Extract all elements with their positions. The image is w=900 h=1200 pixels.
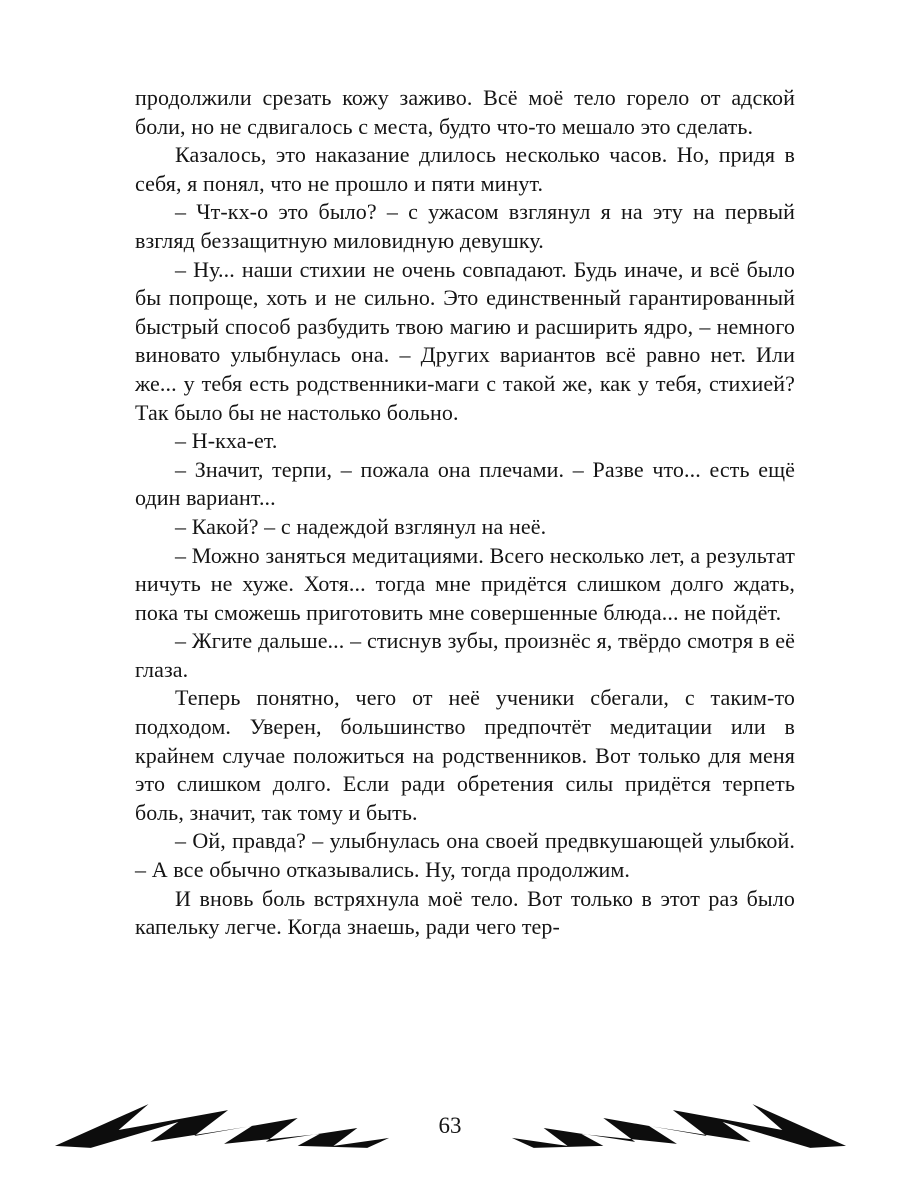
paragraph: – Можно заняться медитациями. Всего несколько лет, а результат ничуть не хуже. Хотя... тогда мне придётся слишком долго ждать, пока ты сможешь приготовить мне совершенные блюда... не пойдёт. (135, 542, 795, 625)
page-footer (30, 1102, 870, 1148)
paragraph: И вновь боль встряхнула моё тело. Вот только в этот раз было капельку легче. Когда знаешь, ради чего тер- (135, 885, 795, 940)
paragraph: – Н-кха-ет. (175, 428, 278, 454)
paragraph: – Чт-кх-о это было? – с ужасом взглянул я на эту на первый взгляд беззащитную миловидную девушку. (135, 199, 795, 253)
text-block (135, 84, 795, 942)
zigzag-ornament-right (480, 1102, 848, 1148)
zigzag-ornament-left (53, 1102, 421, 1148)
paragraph: – Какой? – с надеждой взглянул на неё. (175, 513, 547, 539)
paragraph: – Ой, правда? – улыбнулась она своей предвкушающей улыбкой. – А все обычно отказывались. Ну, тогда продолжим. (135, 828, 795, 883)
paragraph: – Жгите дальше... – стиснув зубы, произнёс я, твёрдо смотря в её глаза. (135, 628, 795, 682)
paragraph: Казалось, это наказание длилось несколько часов. Но, придя в себя, я понял, что не прошло и пяти минут. (135, 142, 795, 196)
paragraph: – Значит, терпи, – пожала она плечами. – Разве что... есть ещё один вариант... (135, 456, 795, 511)
paragraph: Теперь понятно, чего от неё ученики сбегали, с таким-то подходом. Уверен, большинство предпочтёт медитации или в крайнем случае положиться на родственников. Вот только для меня это слишком долго. Если ради обретения силы придётся терпеть боль, значит, так тому и быть. (135, 685, 795, 825)
paragraph: продолжили срезать кожу заживо. Всё моё тело горело от адской боли, но не сдвигалось с места, будто что-то мешало это сделать. (135, 85, 795, 139)
paragraph: – Ну... наши стихии не очень совпадают. Будь иначе, и всё было бы попроще, хоть и не сильно. Это единственный гарантированный быстрый способ разбудить твою магию и расширить ядро, – немного виновато улыбнулась она. – Других вариантов всё равно нет. Или же... у тебя есть родственники-маги с такой же, как у тебя, стихией? Так было бы не настолько больно. (135, 256, 795, 425)
page-number: 63 (438, 1112, 462, 1138)
